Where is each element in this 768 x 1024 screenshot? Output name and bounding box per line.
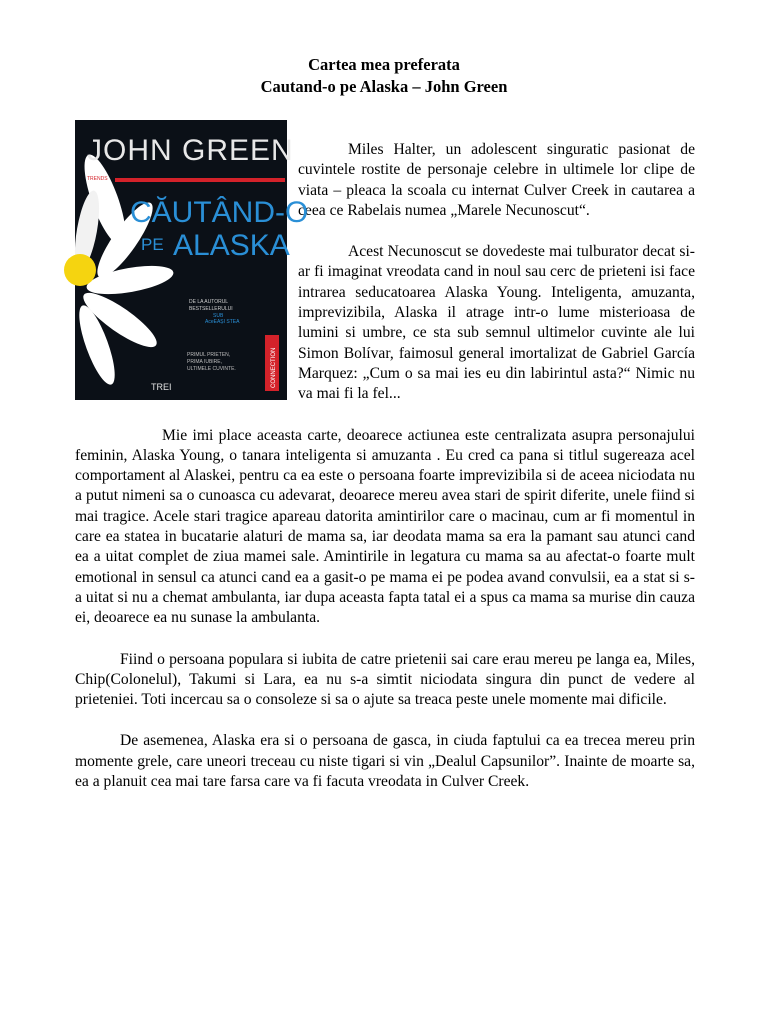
cover-blurb-3: SUB bbox=[213, 313, 224, 319]
paragraph-1: Miles Halter, un adolescent singuratic pasionat de cuvintele rostite de personaje celebre in ultimele lor clipe de viata – pleaca la scoala cu internat Culver Creek in cautarea a ceea ce Rabelais numea „Marele Necunoscut“. bbox=[298, 141, 695, 219]
book-cover-art bbox=[75, 120, 309, 400]
cover-blurb-1: DE LA AUTORUL bbox=[189, 299, 229, 305]
cover-red-bar bbox=[115, 178, 285, 182]
paragraph-2: Acest Necunoscut se dovedeste mai tulburator decat si-ar fi imaginat vreodata cand in noul sau cerc de prieteni isi face intrarea seducatoarea Alaska Young. Inteligenta, amuzanta, imprevizibila, Alaska il atrage intr-o lume misterioasa de lumini si umbre, ce sta sub semnul ultimelor cuvinte ale lui Simon Bolívar, faimosul general imortalizat de Gabriel García Marquez: „Cum o sa mai ies eu din labirintul asta?“ Nimic nu va mai fi la fel... bbox=[298, 243, 695, 403]
paragraph-5: De asemenea, Alaska era si o persoana de gasca, in ciuda faptului ca ea trecea mereu prin momente grele, care uneori treceau cu niste tigari si vin „Dealul Capsunilor”. Inainte de moarte sa, ea a planuit cea mai tare farsa care va fi facuta vreodata in Culver Creek. bbox=[75, 732, 695, 791]
cover-title-line3: ALASKA bbox=[173, 229, 290, 262]
cover-tagline-2: PRIMA IUBIRE, bbox=[187, 359, 223, 365]
cover-imprint: CONNECTION bbox=[271, 347, 277, 388]
book-cover-image bbox=[75, 120, 309, 400]
cover-tagline-3: ULTIMELE CUVINTE. bbox=[187, 366, 236, 372]
cover-title-line2: PE bbox=[141, 235, 164, 254]
document-title: Cartea mea preferata bbox=[308, 55, 460, 74]
document-subtitle: Cautand-o pe Alaska – John Green bbox=[260, 77, 508, 96]
paragraph-4: Fiind o persoana populara si iubita de catre prietenii sai care erau mereu pe langa ea, Miles, Chip(Colonelul), Takumi si Lara, ea nu s-a simtit niciodata singura din punct de vedere al prieteniei. Toti incercau sa o consoleze si sa o ajute sa treaca peste unele momente mai dificile. bbox=[75, 650, 695, 709]
cover-small-label: TRENDS bbox=[87, 176, 108, 182]
paragraph-3: Mie imi place aceasta carte, deoarece actiunea este centralizata asupra personajului feminin, Alaska Young, o tanara inteligenta si amuzanta . Eu cred ca pana si titlul sugereaza acel comportament al Alaskei, pentru ca ea este o persoana foarte imprevizibila si de aceea niciodata nu a putut nimeni sa o cunoasca cu adevarat, deoarece mereu avea stari de spirit diferite, unele fiind si mai tragice. Acele stari tragice apareau datorita amintirilor care o macinau, cum ar fi momentul in care ea statea in bucatarie alaturi de mama sa, iar deodata mama sa era la pamant sau atunci cand ea a uitat complet de ziua mamei sale. Amintirile in legatura cu mama sa au afectat-o foarte mult emotional in sensul ca atunci cand ea a gasit-o pe mama ei pe podea avand convulsii, ea a stat si s-a uitat si nu a chemat ambulanta, iar dupa aceasta fapta tatal ei a spus ca mama sa murise din cauza ei, deoarece ea nu sunase la ambulanta. bbox=[75, 426, 695, 627]
document-body bbox=[75, 134, 695, 792]
cover-blurb-4: AceEAȘI STEA bbox=[205, 319, 240, 325]
cover-author: JOHN GREEN bbox=[87, 134, 294, 167]
cover-publisher: TREI bbox=[151, 382, 172, 392]
cover-blurb-2: BESTSELLERULUI bbox=[189, 306, 233, 312]
cover-title-line1: CĂUTÂND-O bbox=[130, 196, 309, 229]
cover-tagline-1: PRIMUL PRIETEN, bbox=[187, 352, 231, 358]
